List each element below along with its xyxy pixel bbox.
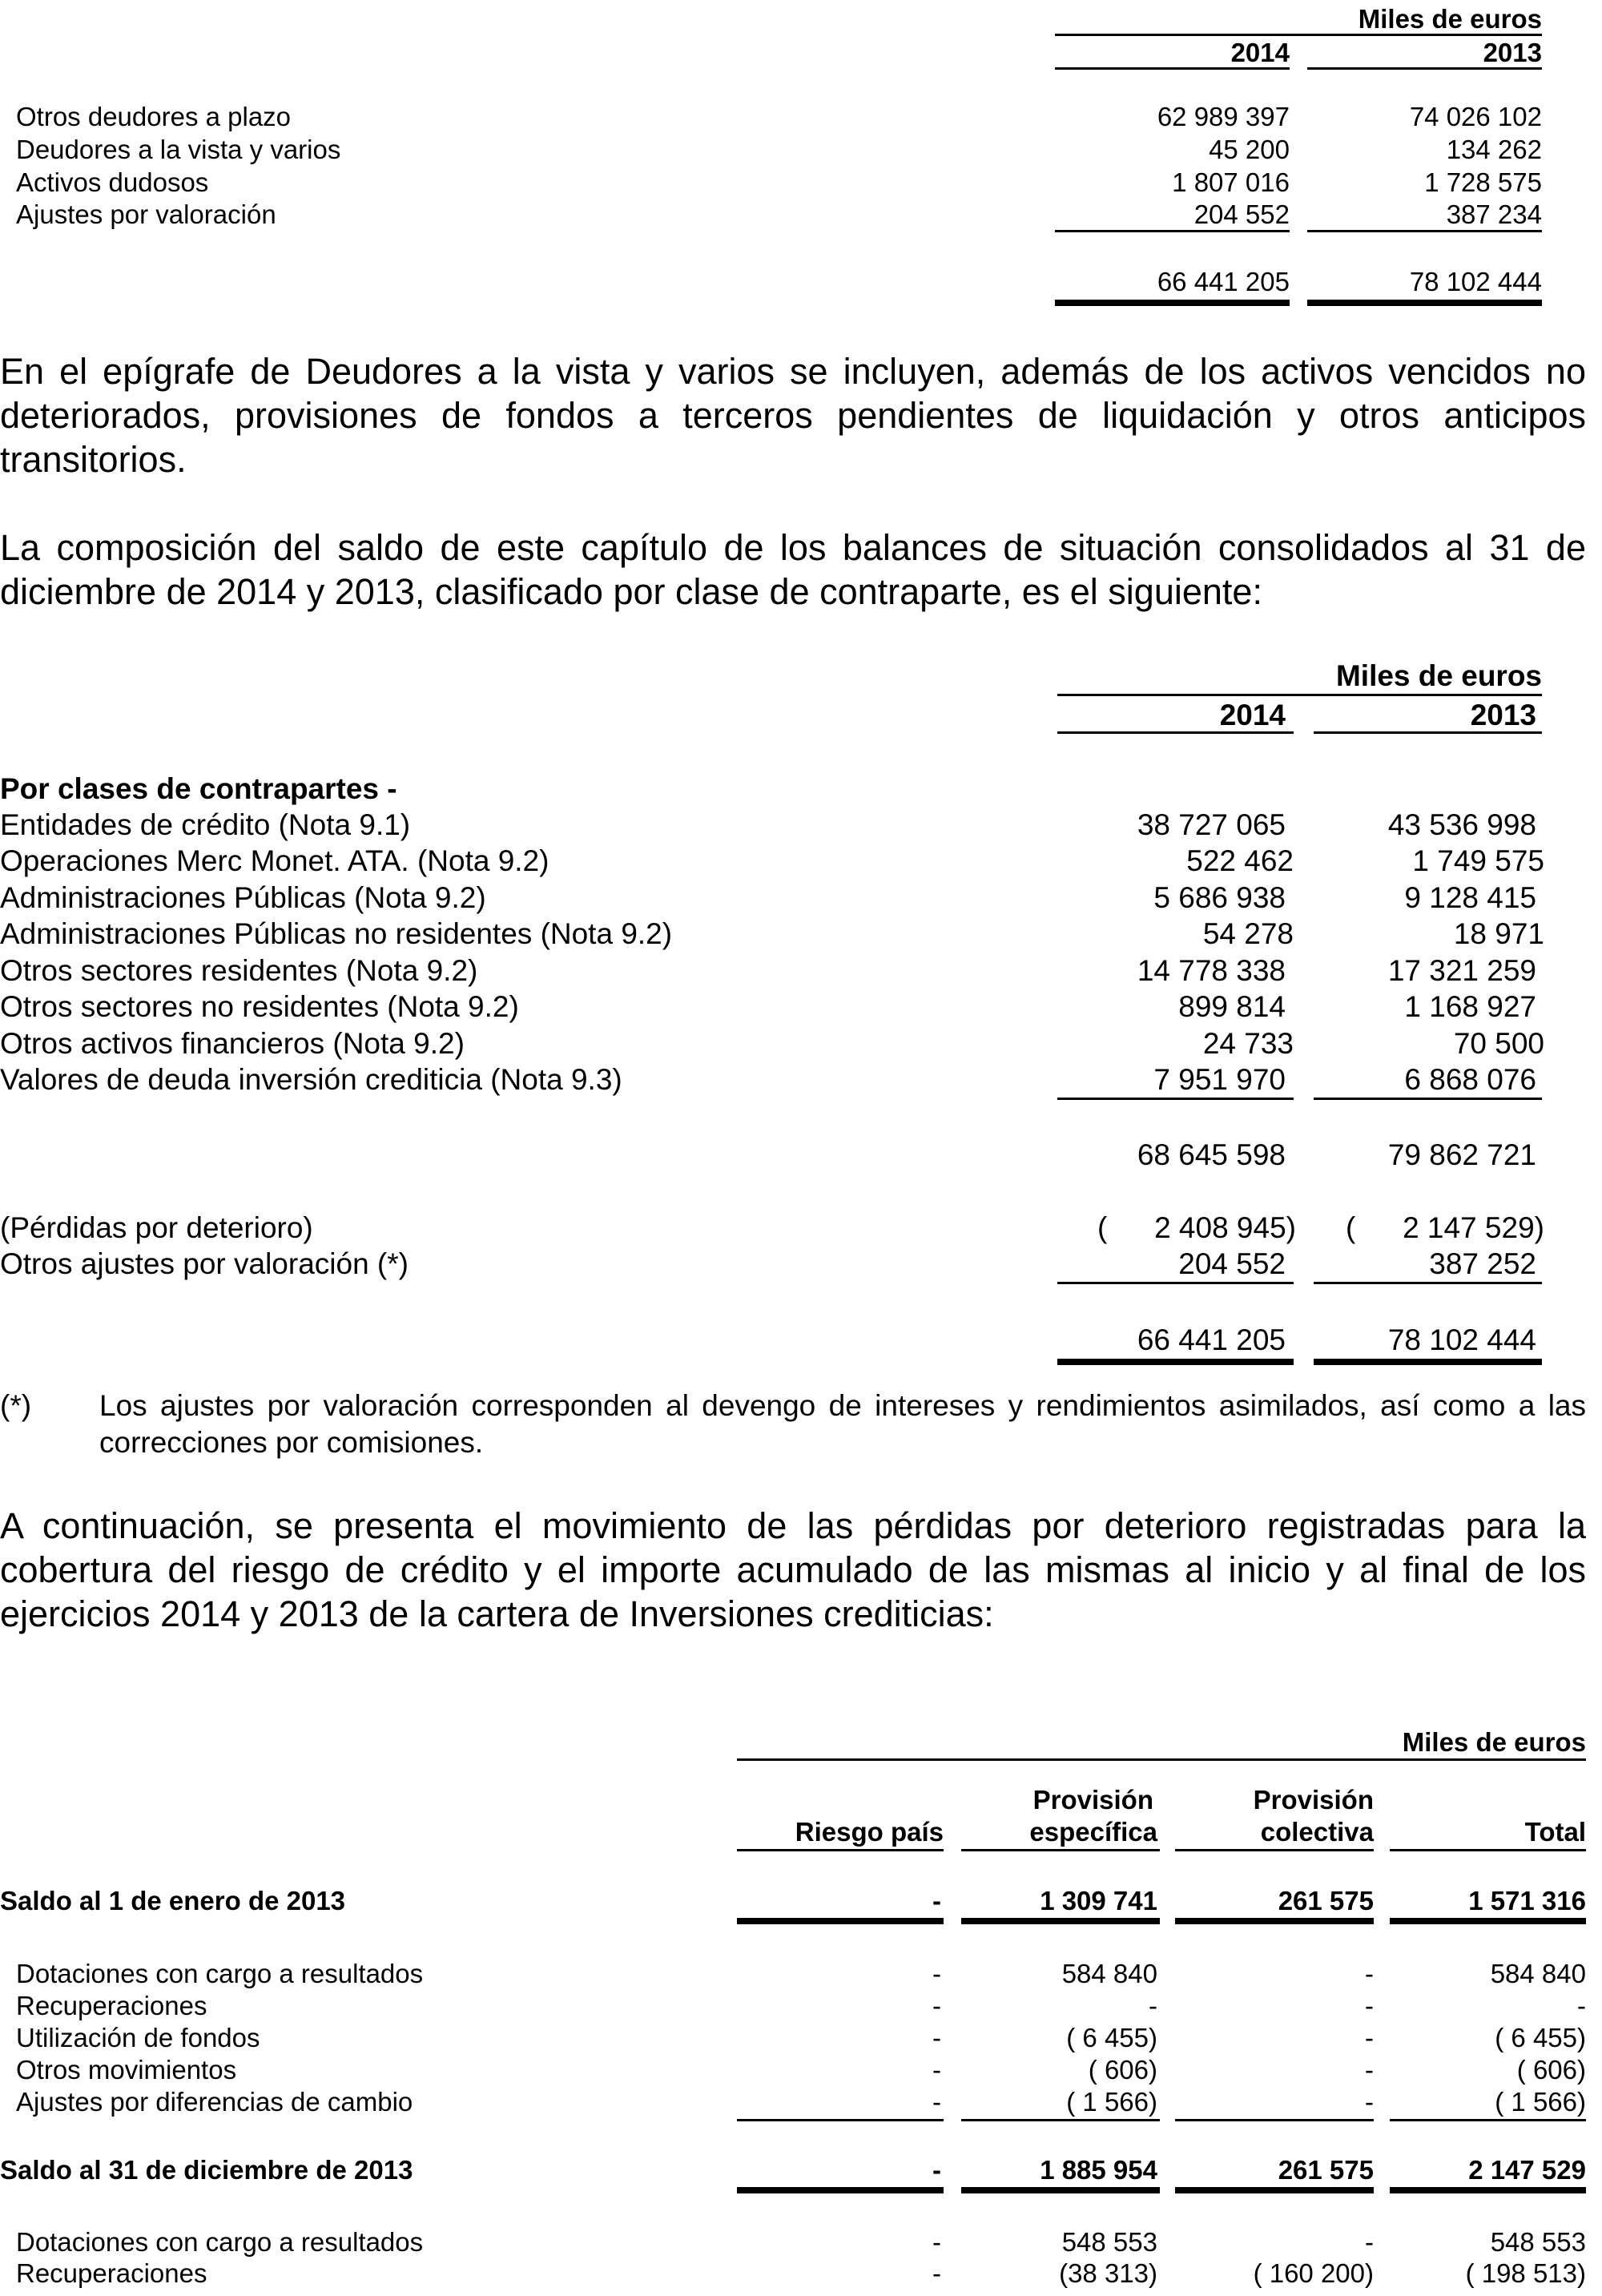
- table-row-value-2014: 62 989 397: [1157, 102, 1290, 131]
- movement-row-colectiva: -: [1365, 2023, 1374, 2052]
- movement-row-riesgo: -: [932, 2227, 941, 2257]
- movement-row-especifica: 548 553: [1061, 2227, 1157, 2257]
- rule-riesgo: [737, 2187, 944, 2193]
- balance-2013-start-especifica: 1 309 741: [1040, 1886, 1157, 1915]
- table-row-value-2014: 5 686 938: [1153, 881, 1286, 914]
- movement-row-riesgo: -: [932, 1991, 941, 2020]
- rule-riesgo: [737, 1918, 944, 1924]
- table2-total-rule-2013: [1314, 1359, 1542, 1365]
- movement-row-riesgo: -: [932, 2023, 941, 2052]
- table2-total-rule-top-2014: [1057, 1282, 1294, 1284]
- table-row-value-2013: 1 168 927: [1404, 990, 1536, 1023]
- table2-col-2014-rule: [1057, 731, 1294, 734]
- movement-row-riesgo: -: [932, 2055, 941, 2085]
- table2-impairment-2013: 2 147 529): [1403, 1211, 1544, 1244]
- table2-sub-rule-2014: [1057, 1098, 1294, 1100]
- table2-unit-header: Miles de euros: [1335, 659, 1542, 692]
- table-row-label: Otros deudores a plazo: [16, 102, 292, 131]
- table1-col-2013: 2013: [1483, 38, 1542, 67]
- movement-row-total: 584 840: [1490, 1959, 1586, 1988]
- movement-row-label: Ajustes por diferencias de cambio: [16, 2087, 413, 2117]
- table-row-value-2013: 70 500: [1453, 1027, 1544, 1060]
- movement-row-especifica: ( 1 566): [1066, 2087, 1157, 2117]
- table1-unit-header: Miles de euros: [1358, 4, 1542, 34]
- table1-col-2014-rule: [1055, 67, 1290, 70]
- movement-row-total: ( 1 566): [1495, 2087, 1586, 2117]
- table-row-label: Ajustes por valoración: [16, 199, 276, 229]
- table-row-label: Otros activos financieros (Nota 9.2): [0, 1027, 465, 1060]
- paragraph-deudores: En el epígrafe de Deudores a la vista y varios se incluyen, además de los activos vencidos no deteriorados, provisiones de fondos a terceros pendientes de liquidación y otros anticipos transitorios.: [0, 351, 1586, 480]
- table-row-value-2013: 43 536 998: [1387, 808, 1536, 841]
- table2-total-2014: 66 441 205: [1137, 1323, 1286, 1356]
- rule-total: [1390, 2119, 1586, 2121]
- table2-total-rule-top-2013: [1314, 1282, 1542, 1284]
- table1-total-rule-2013: [1307, 300, 1542, 306]
- movement-row-colectiva: -: [1365, 1959, 1374, 1988]
- table2-total-rule-2014: [1057, 1359, 1294, 1365]
- table-row-value-2014: 45 200: [1209, 135, 1290, 164]
- movement-row-riesgo: -: [932, 1959, 941, 1988]
- movement-row-riesgo: -: [932, 2258, 941, 2288]
- table3-col-riesgo: Riesgo país: [795, 1817, 944, 1847]
- table-row-value-2014: 7 951 970: [1153, 1063, 1286, 1096]
- movement-row-total: ( 6 455): [1495, 2023, 1586, 2052]
- table1-total-rule-2014: [1055, 300, 1290, 306]
- rule-especifica: [961, 2187, 1160, 2193]
- balance-2013-end-total: 2 147 529: [1468, 2155, 1586, 2185]
- table-row-value-2013: 18 971: [1453, 917, 1544, 950]
- table1-total-2013: 78 102 444: [1409, 267, 1542, 296]
- table2-col-2014: 2014: [1219, 699, 1286, 731]
- table3-col-colectiva-2: colectiva: [1260, 1817, 1374, 1847]
- movement-row-label: Recuperaciones: [16, 2258, 207, 2288]
- rule-total: [1390, 2187, 1586, 2193]
- balance-2013-end-label: Saldo al 31 de diciembre de 2013: [0, 2155, 413, 2185]
- table1-sum-rule-2013: [1307, 230, 1542, 232]
- table-row-value-2013: 6 868 076: [1404, 1063, 1536, 1096]
- movement-row-label: Utilización de fondos: [16, 2023, 260, 2052]
- table-row-value-2014: 14 778 338: [1137, 954, 1286, 987]
- table-row-value-2014: 899 814: [1178, 990, 1286, 1023]
- table2-subtotal-2013: 79 862 721: [1387, 1138, 1536, 1171]
- footnote-marker: (*): [0, 1389, 32, 1422]
- table3-header-rule: [737, 1758, 1586, 1761]
- movement-row-total: ( 606): [1516, 2055, 1586, 2085]
- table1-col-2014: 2014: [1230, 38, 1290, 67]
- balance-2013-start-label: Saldo al 1 de enero de 2013: [0, 1886, 346, 1915]
- table2-section-title: Por clases de contrapartes -: [0, 772, 397, 805]
- table-row-label: Administraciones Públicas (Nota 9.2): [0, 881, 486, 914]
- table2-impairment-2014-paren: (: [1097, 1211, 1108, 1244]
- table2-total-2013: 78 102 444: [1387, 1323, 1536, 1356]
- table3-col-especifica-rule: [961, 1849, 1160, 1851]
- table1-sum-rule-2014: [1055, 230, 1290, 232]
- table2-col-2013: 2013: [1470, 699, 1536, 731]
- movement-row-label: Dotaciones con cargo a resultados: [16, 2227, 424, 2257]
- movement-row-total: -: [1577, 1991, 1586, 2020]
- movement-row-label: Dotaciones con cargo a resultados: [16, 1959, 424, 1988]
- table3-col-especifica-2: específica: [1029, 1817, 1157, 1847]
- table2-impairment-label: (Pérdidas por deterioro): [0, 1211, 313, 1244]
- table2-col-2013-rule: [1314, 731, 1542, 734]
- table-row-label: Otros sectores residentes (Nota 9.2): [0, 954, 478, 987]
- table-row-value-2014: 54 278: [1202, 917, 1294, 950]
- table3-col-especifica-1: Provisión: [1032, 1785, 1153, 1815]
- table2-other-adjustments-label: Otros ajustes por valoración (*): [0, 1247, 409, 1280]
- table2-sub-rule-2013: [1314, 1098, 1542, 1100]
- movement-row-especifica: (38 313): [1059, 2258, 1157, 2288]
- movement-row-colectiva: -: [1365, 2227, 1374, 2257]
- table-row-label: Operaciones Merc Monet. ATA. (Nota 9.2): [0, 844, 549, 877]
- table-row-value-2013: 74 026 102: [1409, 102, 1542, 131]
- movement-row-riesgo: -: [932, 2087, 941, 2117]
- table3-col-total-rule: [1390, 1849, 1586, 1851]
- movement-row-especifica: -: [1149, 1991, 1157, 2020]
- movement-row-colectiva: -: [1365, 1991, 1374, 2020]
- table3-col-colectiva-rule: [1175, 1849, 1374, 1851]
- footnote-text: Los ajustes por valoración corresponden al devengo de intereses y rendimientos asimilados, así como a las correcciones por comisiones.: [99, 1389, 1586, 1459]
- table2-other-adjustments-2014: 204 552: [1178, 1247, 1286, 1280]
- table2-header-rule: [1057, 694, 1542, 696]
- table-row-label: Entidades de crédito (Nota 9.1): [0, 808, 411, 841]
- movement-row-label: Recuperaciones: [16, 1991, 207, 2020]
- rule-riesgo: [737, 2119, 944, 2121]
- table2-other-adjustments-2013: 387 252: [1429, 1247, 1536, 1280]
- movement-row-colectiva: -: [1365, 2087, 1374, 2117]
- movement-row-especifica: ( 606): [1088, 2055, 1157, 2085]
- movement-row-colectiva: ( 160 200): [1253, 2258, 1374, 2288]
- paragraph-composicion: La composición del saldo de este capítulo de los balances de situación consolidados al 31 de diciembre de 2014 y 2013, clasificado por clase de contraparte, es el siguiente:: [0, 527, 1586, 612]
- table-row-value-2013: 387 234: [1446, 199, 1542, 229]
- table-row-value-2013: 9 128 415: [1404, 881, 1536, 914]
- table3-col-riesgo-rule: [737, 1849, 944, 1851]
- table-row-label: Valores de deuda inversión crediticia (Nota 9.3): [0, 1063, 622, 1096]
- balance-2013-end-especifica: 1 885 954: [1040, 2155, 1157, 2185]
- movement-row-especifica: 584 840: [1061, 1959, 1157, 1988]
- rule-colectiva: [1175, 1918, 1374, 1924]
- rule-especifica: [961, 1918, 1160, 1924]
- rule-colectiva: [1175, 2119, 1374, 2121]
- table3-col-colectiva-1: Provisión: [1253, 1785, 1374, 1815]
- table-row-value-2013: 1 749 575: [1412, 844, 1544, 877]
- movement-row-label: Otros movimientos: [16, 2055, 237, 2085]
- table-row-label: Administraciones Públicas no residentes (Nota 9.2): [0, 917, 673, 950]
- balance-2013-start-colectiva: 261 575: [1278, 1886, 1374, 1915]
- table-row-value-2014: 522 462: [1186, 844, 1294, 877]
- table3-unit-header: Miles de euros: [1402, 1727, 1586, 1757]
- rule-total: [1390, 1918, 1586, 1924]
- table1-total-2014: 66 441 205: [1157, 267, 1290, 296]
- table-row-value-2013: 134 262: [1446, 135, 1542, 164]
- rule-especifica: [961, 2119, 1160, 2121]
- table1-header-rule: [1055, 34, 1542, 36]
- movement-row-especifica: ( 6 455): [1066, 2023, 1157, 2052]
- balance-2013-end-riesgo: -: [932, 2155, 941, 2185]
- table1-col-2013-rule: [1307, 67, 1542, 70]
- table3-col-total: Total: [1524, 1817, 1586, 1847]
- balance-2013-start-total: 1 571 316: [1468, 1886, 1586, 1915]
- movement-row-total: 548 553: [1490, 2227, 1586, 2257]
- table2-impairment-2013-paren: (: [1346, 1211, 1356, 1244]
- table-row-label: Deudores a la vista y varios: [16, 135, 341, 164]
- table-row-value-2013: 17 321 259: [1387, 954, 1536, 987]
- movement-row-total: ( 198 513): [1465, 2258, 1586, 2288]
- table2-impairment-2014: 2 408 945): [1154, 1211, 1296, 1244]
- table-row-value-2014: 204 552: [1193, 199, 1290, 229]
- table-row-value-2014: 24 733: [1202, 1027, 1294, 1060]
- table-row-label: Otros sectores no residentes (Nota 9.2): [0, 990, 519, 1023]
- paragraph-movimiento: A continuación, se presenta el movimiento de las pérdidas por deterioro registradas para la cobertura del riesgo de crédito y el importe acumulado de las mismas al inicio y al final de los ejercicios 2014 y 2013 de la cartera de Inversiones crediticias:: [0, 1505, 1586, 1634]
- balance-2013-end-colectiva: 261 575: [1278, 2155, 1374, 2185]
- table2-subtotal-2014: 68 645 598: [1137, 1138, 1286, 1171]
- movement-row-colectiva: -: [1365, 2055, 1374, 2085]
- table-row-value-2013: 1 728 575: [1424, 167, 1542, 197]
- balance-2013-start-riesgo: -: [932, 1886, 941, 1915]
- table-row-value-2014: 38 727 065: [1137, 808, 1286, 841]
- rule-colectiva: [1175, 2187, 1374, 2193]
- table-row-label: Activos dudosos: [16, 167, 209, 197]
- table-row-value-2014: 1 807 016: [1172, 167, 1290, 197]
